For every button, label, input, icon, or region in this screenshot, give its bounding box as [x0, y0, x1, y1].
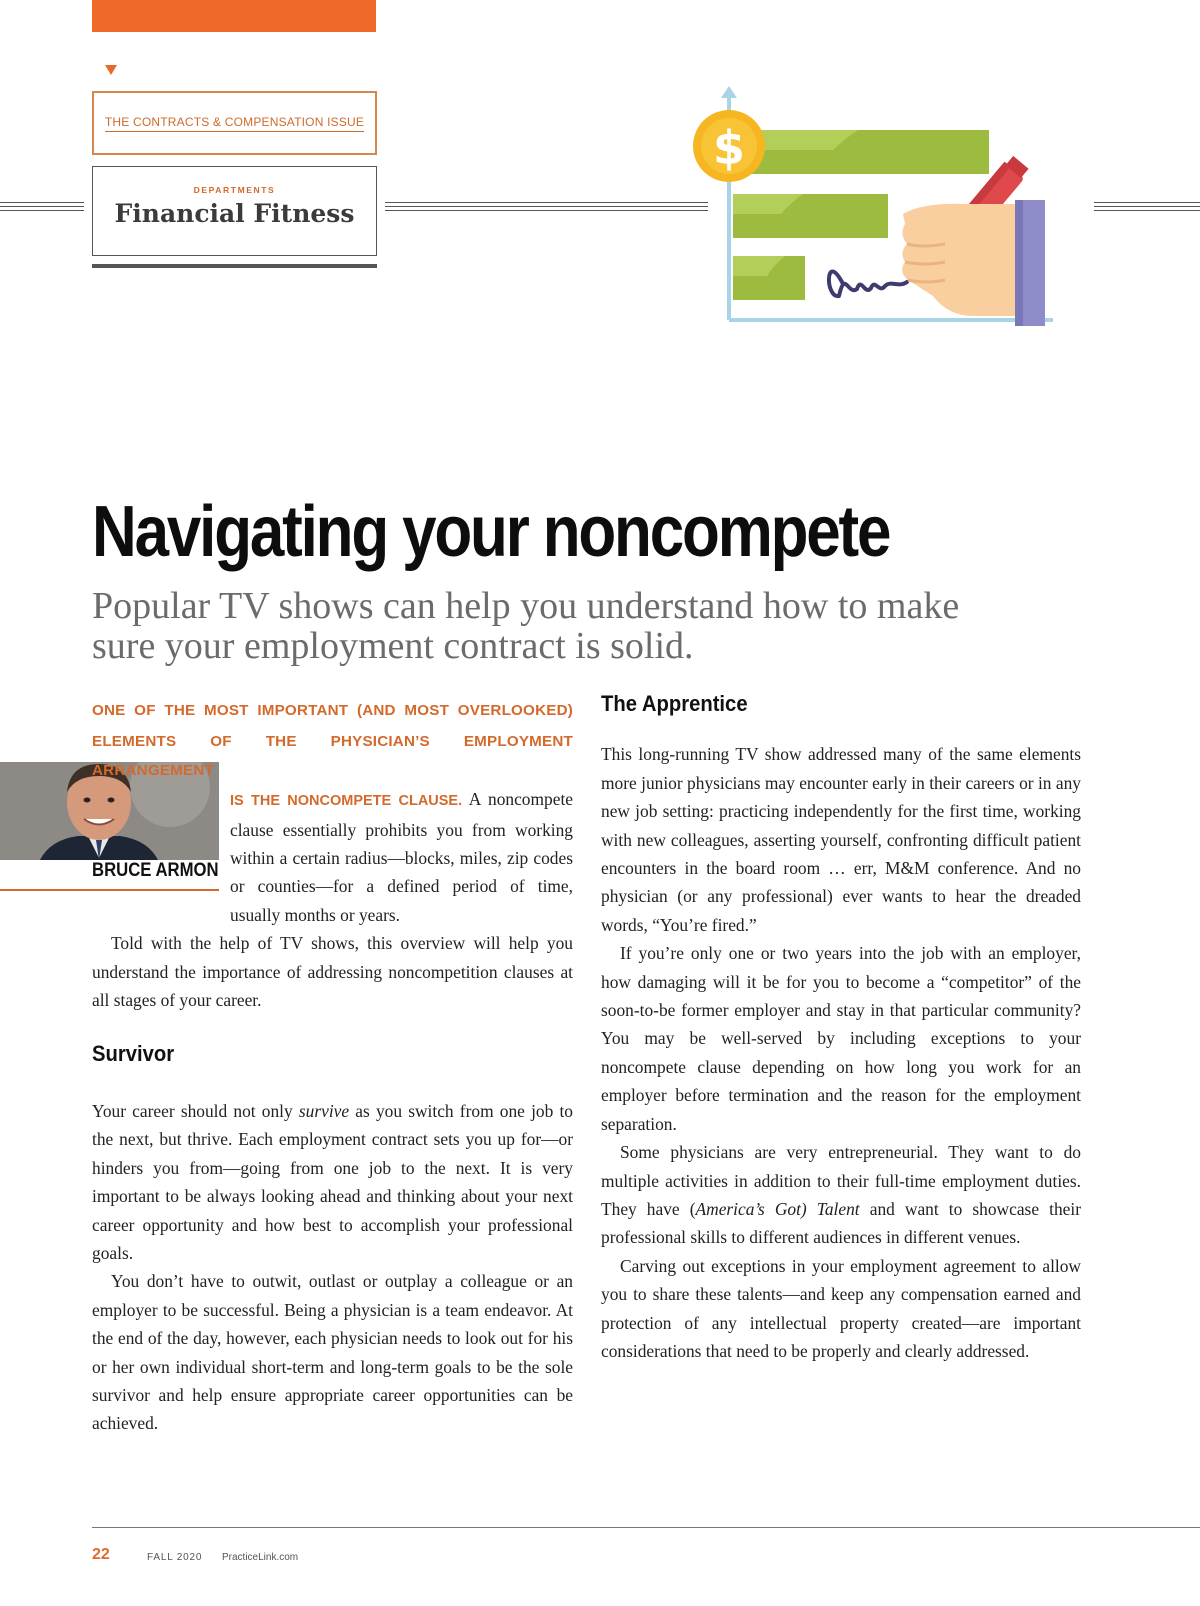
- lead-caps-line-3: IS THE NONCOMPETE CLAUSE.: [230, 793, 463, 810]
- survivor-heading: Survivor: [92, 1041, 175, 1067]
- dollar-sign: $: [712, 121, 746, 175]
- top-accent-bar: [92, 0, 376, 32]
- apprentice-heading: The Apprentice: [601, 691, 748, 716]
- department-title: Financial Fitness: [114, 199, 355, 228]
- footer-issue: FALL 2020: [147, 1552, 203, 1563]
- lead-paragraph: IS THE NONCOMPETE CLAUSE. A noncompete clause essentially prohibits you from working within a certain radius—blocks, miles, zip codes or counties—for a defined period of time, usually months or years.: [230, 789, 573, 925]
- lead-caps-line-2: ELEMENTS OF THE PHYSICIAN’S EMPLOYMENT ARRANGEMENT: [92, 733, 573, 779]
- article-column-right: [601, 690, 1081, 1365]
- decorative-rule-middle: [385, 202, 708, 211]
- apprentice-paragraph-4: Carving out exceptions in your employment agreement to allow you to share these talents—and keep any compensation earned and protection of any intellectual property created—are important considerations that need to be properly and clearly addressed.: [601, 1255, 1081, 1361]
- contract-signing-illustration: [693, 84, 1075, 340]
- survivor-paragraph-2: You don’t have to outwit, outlast or outplay a colleague or an employer to be successful. Being a physician is a team endeavor. At the end of the day, however, each physician needs to look out for his or her own individual short-term and long-term goals to be the sole survivor and help ensure appropriate career opportunities can be achieved.: [92, 1271, 573, 1434]
- apprentice-paragraph-1: This long-running TV show addressed many of the same elements more junior physicians may encounter early in their careers or in any new job setting: practicing independently for the first time, working with new colleagues, asserting yourself, confronting difficult patient encounters in the board room … err, M&M conference. And no physician (or any professional) ever wants to hear the dreaded words, “You’re fired.”: [601, 744, 1081, 935]
- apprentice-paragraph-2: If you’re only one or two years into the job with an employer, how damaging will it be for you to become a “competitor” of the soon-to-be former employer and stay in that particular community? You may be well-served by including exceptions to your noncompete clause depending on how long you work for an employer before termination and the reason for the employment separation.: [601, 943, 1081, 1134]
- page-number: 22: [92, 1546, 110, 1563]
- footer-site: PracticeLink.com: [222, 1552, 299, 1563]
- triangle-marker-icon: [105, 65, 117, 75]
- article-column-left: [92, 697, 573, 1438]
- decorative-rule-right: [1094, 202, 1200, 211]
- issue-label-box: [92, 91, 377, 155]
- article-headline: Navigating your noncompete: [92, 492, 890, 572]
- decorative-rule-left: [0, 202, 84, 211]
- article-deck: Popular TV shows can help you understand how to make sure your employment contract is solid.: [92, 585, 960, 667]
- survivor-paragraph-1: Your career should not only survive as you switch from one job to the next, but thrive. Each employment contract sets you up for—or hinders you from—going from one job to the next. It is very important to be always looking ahead and thinking about your next career opportunity and how best to accomplish your professional goals.: [92, 1100, 573, 1263]
- department-label: DEPARTMENTS: [193, 185, 276, 195]
- intro-paragraph: Told with the help of TV shows, this overview will help you understand the importance of addressing noncompetition clauses at all stages of your career.: [92, 933, 573, 1011]
- issue-label: THE CONTRACTS & COMPENSATION ISSUE: [105, 115, 364, 132]
- apprentice-paragraph-3: Some physicians are very entrepreneurial. They want to do multiple activities in addition to their full-time employment duties. They have (America’s Got) Talent and want to showcase their professional skills to different audiences in different venues.: [601, 1142, 1081, 1248]
- lead-caps-line-1: ONE OF THE MOST IMPORTANT (AND MOST OVERLOOKED): [92, 702, 573, 719]
- author-name: BRUCE ARMON: [92, 860, 219, 881]
- department-box: [92, 166, 377, 256]
- department-underline: [92, 264, 377, 268]
- footer-rule: [92, 1527, 1200, 1528]
